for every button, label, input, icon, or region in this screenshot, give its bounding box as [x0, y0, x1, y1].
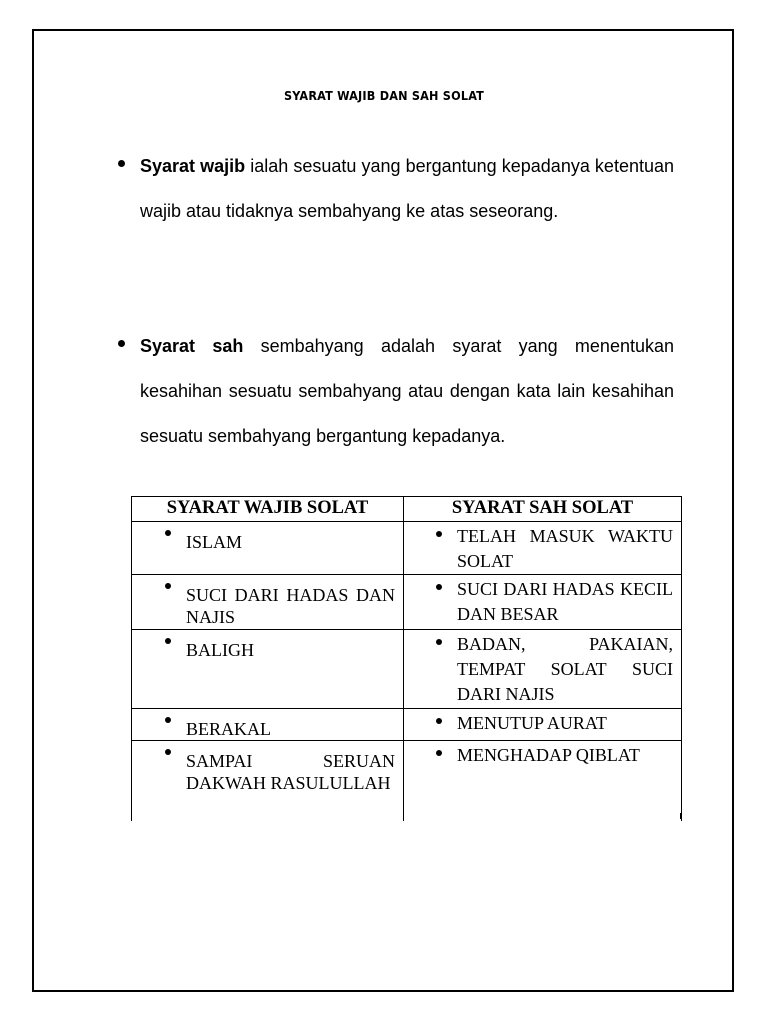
bullet-icon — [436, 639, 442, 645]
table-row — [132, 741, 682, 821]
list-item — [132, 522, 403, 553]
cell-text: TELAH MASUK WAKTU SOLAT — [457, 526, 673, 571]
cell-text: ISLAM — [186, 532, 243, 552]
table-cell — [404, 741, 682, 821]
term-syarat-wajib: Syarat wajib — [140, 156, 246, 176]
table-cell — [404, 709, 682, 741]
table-cell — [132, 709, 404, 741]
bullet-icon — [165, 583, 171, 589]
header-syarat-sah: SYARAT SAH SOLAT — [404, 497, 682, 522]
paragraph-syarat-wajib — [140, 144, 674, 234]
list-item — [132, 741, 403, 794]
bullet-icon — [165, 638, 171, 644]
bullet-icon — [165, 749, 171, 755]
comparison-table — [131, 496, 682, 821]
bullet-icon — [436, 718, 442, 724]
list-item — [404, 741, 681, 768]
document-title: SYARAT WAJIB DAN SAH SOLAT — [283, 88, 485, 103]
table-cell — [132, 630, 404, 709]
bullet-icon — [165, 717, 171, 723]
definition-syarat-sah: sembahyang adalah syarat yang menentukan kesahihan sesuatu sembahyang atau dengan kata lain kesahihan sesuatu sembahyang bergantung kepadanya. — [140, 336, 674, 446]
cell-text: BERAKAL — [186, 719, 271, 739]
list-item — [404, 575, 681, 627]
bullet-icon — [436, 584, 442, 590]
bullet-syarat-sah — [140, 324, 674, 459]
bullet-icon — [118, 160, 125, 167]
table-edge-mark — [131, 813, 132, 819]
table-edge-mark — [680, 813, 681, 819]
bullet-syarat-wajib — [140, 144, 674, 234]
table-row — [132, 575, 682, 630]
cell-text: SAMPAI SERUAN DAKWAH RASULULLAH — [186, 751, 395, 793]
table-row — [132, 630, 682, 709]
list-item — [132, 630, 403, 661]
cell-text: SUCI DARI HADAS DAN NAJIS — [186, 585, 395, 627]
list-item — [132, 709, 403, 740]
table-cell — [404, 522, 682, 575]
table-cell — [132, 522, 404, 575]
header-syarat-wajib: SYARAT WAJIB SOLAT — [132, 497, 404, 522]
paragraph-syarat-sah — [140, 324, 674, 459]
term-syarat-sah: Syarat sah — [140, 336, 244, 356]
cell-text: BADAN, PAKAIAN, TEMPAT SOLAT SUCI DARI NAJIS — [457, 634, 673, 704]
bullet-icon — [165, 530, 171, 536]
table-cell — [404, 575, 682, 630]
list-item — [404, 709, 681, 736]
list-item — [404, 522, 681, 574]
bullet-icon — [436, 750, 442, 756]
table-cell — [132, 741, 404, 821]
cell-text: MENGHADAP QIBLAT — [457, 745, 640, 765]
list-item — [404, 630, 681, 707]
table-cell — [132, 575, 404, 630]
table-row — [132, 709, 682, 741]
table-cell — [404, 630, 682, 709]
list-item — [132, 575, 403, 628]
bullet-icon — [436, 531, 442, 537]
cell-text: BALIGH — [186, 640, 254, 660]
cell-text: SUCI DARI HADAS KECIL DAN BESAR — [457, 579, 673, 624]
bullet-icon — [118, 340, 125, 347]
definition-syarat-wajib: ialah sesuatu yang bergantung kepadanya ketentuan wajib atau tidaknya sembahyang ke atas seseorang. — [140, 156, 674, 221]
cell-text: MENUTUP AURAT — [457, 713, 607, 733]
table-header-row — [132, 497, 682, 522]
table-row — [132, 522, 682, 575]
